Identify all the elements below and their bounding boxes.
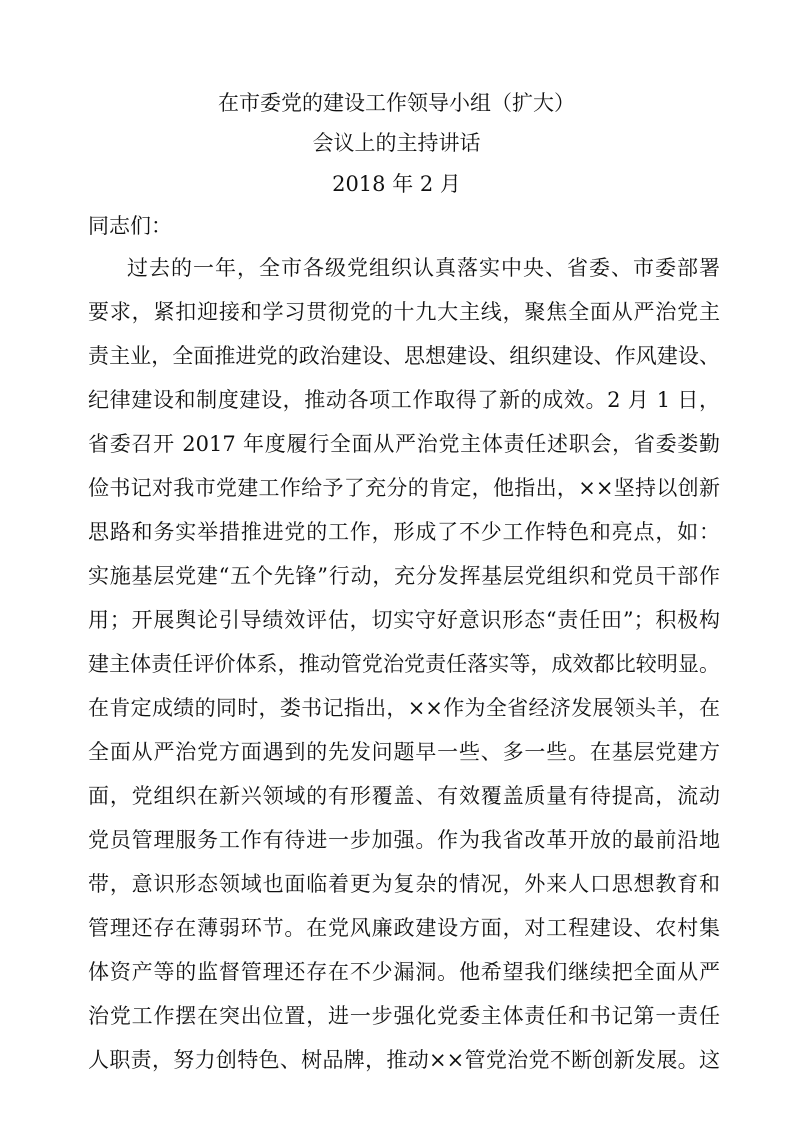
body-line: 治党工作摆在突出位置，进一步强化党委主体责任和书记第一责任 <box>88 1004 720 1028</box>
body-line: 党员管理服务工作有待进一步加强。作为我省改革开放的最前沿地 <box>88 828 720 852</box>
body-line: 实施基层党建“五个先锋”行动，充分发挥基层党组织和党员干部作 <box>88 564 720 588</box>
body-line: 体资产等的监督管理还存在不少漏洞。他希望我们继续把全面从严 <box>88 960 720 984</box>
body-line: 俭书记对我市党建工作给予了充分的肯定，他指出，××坚持以创新 <box>88 476 720 500</box>
body-line: 用；开展舆论引导绩效评估，切实守好意识形态“责任田”；积极构 <box>88 608 720 632</box>
document-date: 2018 年 2 月 <box>332 172 461 196</box>
body-line: 省委召开 2017 年度履行全面从严治党主体责任述职会，省委娄勤 <box>88 432 720 456</box>
body-line: 要求，紧扣迎接和学习贯彻党的十九大主线，聚焦全面从严治党主 <box>88 300 720 324</box>
body-line: 建主体责任评价体系，推动管党治党责任落实等，成效都比较明显。 <box>88 652 720 676</box>
body-line: 责主业，全面推进党的政治建设、思想建设、组织建设、作风建设、 <box>88 344 720 368</box>
salutation: 同志们： <box>88 214 172 238</box>
body-line: 在肯定成绩的同时，娄书记指出，××作为全省经济发展领头羊，在 <box>88 696 720 720</box>
body-line: 全面从严治党方面遇到的先发问题早一些、多一些。在基层党建方 <box>88 740 720 764</box>
title-line-1: 在市委党的建设工作领导小组（扩大） <box>218 91 575 115</box>
body-line: 纪律建设和制度建设，推动各项工作取得了新的成效。2 月 1 日， <box>88 388 720 412</box>
body-line: 过去的一年，全市各级党组织认真落实中央、省委、市委部署 <box>127 256 720 280</box>
body-line: 人职责，努力创特色、树品牌，推动××管党治党不断创新发展。这 <box>88 1048 720 1072</box>
body-line: 带，意识形态领域也面临着更为复杂的情况，外来人口思想教育和 <box>88 872 720 896</box>
body-line: 管理还存在薄弱环节。在党风廉政建设方面，对工程建设、农村集 <box>88 916 720 940</box>
body-line: 思路和务实举措推进党的工作，形成了不少工作特色和亮点，如： <box>88 520 720 544</box>
title-line-2: 会议上的主持讲话 <box>312 131 481 155</box>
body-line: 面，党组织在新兴领域的有形覆盖、有效覆盖质量有待提高，流动 <box>88 784 720 808</box>
